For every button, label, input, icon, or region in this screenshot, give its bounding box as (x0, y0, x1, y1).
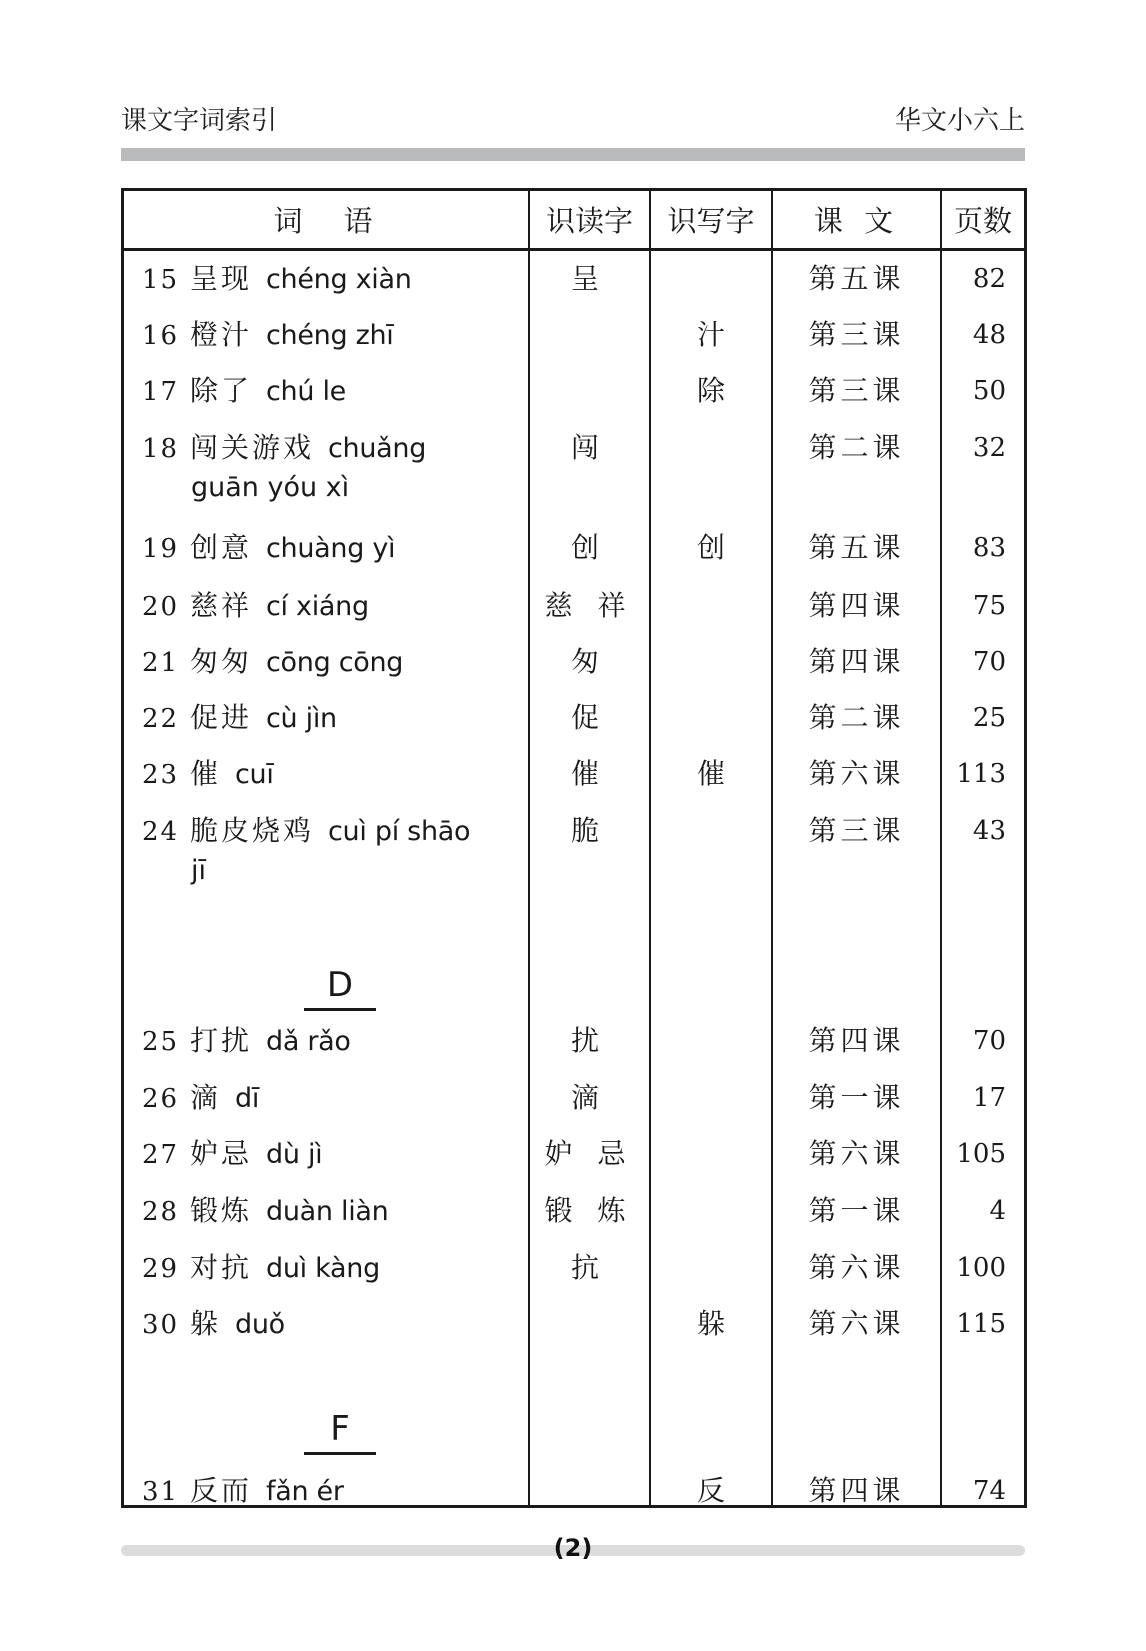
page-number: 70 (972, 647, 1006, 677)
entry-word: 打扰 (190, 1024, 253, 1057)
lesson: 第二课 (808, 431, 905, 464)
entry-pinyin: duàn liàn (266, 1196, 389, 1227)
lesson: 第三课 (808, 318, 905, 351)
lesson: 第一课 (808, 1194, 905, 1227)
read-char: 抗 (570, 1251, 607, 1284)
lesson: 第三课 (808, 814, 905, 847)
read-char: 妒 忌 (544, 1137, 634, 1170)
entry-number: 26 (142, 1084, 180, 1114)
page-number: 17 (972, 1083, 1006, 1113)
entry-word: 除了 (190, 374, 253, 407)
page-number: 32 (972, 433, 1006, 463)
page-number: 113 (956, 759, 1006, 789)
column-header-lesson: 课 文 (813, 204, 900, 238)
running-head-right: 华文小六上 (894, 106, 1025, 136)
write-char: 躲 (696, 1307, 725, 1340)
lesson: 第六课 (808, 1137, 905, 1170)
read-char (530, 1304, 648, 1344)
section-letter-f (304, 1411, 376, 1447)
page-number: 4 (989, 1196, 1006, 1226)
page-number: 43 (972, 816, 1006, 846)
read-char: 慈 祥 (544, 589, 634, 622)
entry-pinyin: chéng zhī (266, 320, 394, 351)
entry-number: 17 (142, 377, 180, 407)
entry-word: 创意 (190, 531, 253, 564)
write-char (651, 698, 771, 738)
table-row (124, 1471, 1024, 1511)
entry-word: 锻炼 (190, 1194, 253, 1227)
write-char: 除 (696, 374, 725, 407)
column-header-write-char: 识写字 (667, 204, 755, 238)
lesson: 第三课 (808, 374, 905, 407)
section-underline (304, 1452, 376, 1455)
page-number-footer: (2) (553, 1534, 593, 1562)
lesson: 第一课 (808, 1081, 905, 1114)
entry-number: 31 (142, 1477, 180, 1507)
entry-pinyin: duì kàng (266, 1253, 380, 1284)
entry-number: 22 (142, 704, 180, 734)
write-char (651, 1134, 771, 1174)
read-char (530, 1471, 648, 1511)
table-row (124, 1134, 1024, 1174)
write-char (651, 1078, 771, 1118)
entry-pinyin: dù jì (266, 1139, 323, 1170)
entry-word: 妒忌 (190, 1137, 253, 1170)
write-char (651, 1021, 771, 1061)
page-number: 48 (972, 320, 1006, 350)
header-row-divider (124, 248, 1024, 251)
table-row (124, 1248, 1024, 1288)
entry-word: 滴 (190, 1081, 222, 1114)
entry-word: 慈祥 (190, 589, 253, 622)
running-head-left: 课文字词索引 (121, 106, 278, 136)
entry-number: 19 (142, 534, 180, 564)
read-char: 促 (570, 701, 607, 734)
table-row (124, 1078, 1024, 1118)
lesson: 第四课 (808, 645, 905, 678)
table-row (124, 811, 1024, 886)
page-number: 82 (972, 264, 1006, 294)
lesson: 第四课 (808, 1024, 905, 1057)
entry-number: 30 (142, 1310, 180, 1340)
section-underline (304, 1008, 376, 1011)
table-row (124, 428, 1024, 503)
section-letter: D (326, 965, 354, 1005)
page-number: 105 (956, 1139, 1006, 1169)
entry-number: 21 (142, 648, 180, 678)
lesson: 第六课 (808, 1307, 905, 1340)
write-char: 汁 (696, 318, 725, 351)
page-number: 25 (972, 703, 1006, 733)
column-header-page: 页数 (953, 204, 1012, 238)
table-row (124, 754, 1024, 794)
table-row (124, 1191, 1024, 1231)
page-number: 83 (972, 533, 1006, 563)
write-char (651, 1248, 771, 1288)
entry-number: 25 (142, 1027, 180, 1057)
entry-pinyin-continued: guān yóu xì (191, 472, 350, 503)
entry-pinyin: chéng xiàn (266, 264, 412, 295)
lesson: 第六课 (808, 757, 905, 790)
entry-number: 27 (142, 1140, 180, 1170)
lesson: 第四课 (808, 589, 905, 622)
entry-number: 18 (142, 434, 180, 464)
write-char (651, 811, 771, 851)
table-row (124, 1021, 1024, 1061)
entry-pinyin: cōng cōng (266, 647, 404, 678)
write-char: 反 (696, 1474, 725, 1507)
write-char (651, 642, 771, 682)
entry-word: 脆皮烧鸡 (190, 814, 315, 847)
page-number: 50 (972, 376, 1006, 406)
read-char: 滴 (570, 1081, 607, 1114)
entry-word: 反而 (190, 1474, 253, 1507)
table-row (124, 371, 1024, 411)
lesson: 第五课 (808, 262, 905, 295)
table-row (124, 528, 1024, 568)
read-char: 匆 (570, 645, 607, 678)
entry-pinyin: chuàng yì (266, 533, 396, 564)
read-char (530, 315, 648, 355)
entry-word: 躲 (190, 1307, 222, 1340)
header-divider-bar (121, 148, 1025, 161)
lesson: 第二课 (808, 701, 905, 734)
section-letter: F (330, 1409, 350, 1449)
write-char (651, 586, 771, 626)
entry-pinyin: cuī (235, 759, 274, 790)
read-char: 脆 (570, 814, 607, 847)
lesson: 第六课 (808, 1251, 905, 1284)
table-row (124, 315, 1024, 355)
entry-pinyin: fǎn ér (266, 1476, 344, 1507)
lesson: 第五课 (808, 531, 905, 564)
entry-pinyin: cuì pí shāo (328, 816, 471, 847)
entry-word: 闯关游戏 (190, 431, 315, 464)
entry-number: 15 (142, 265, 180, 295)
page-number: 100 (956, 1253, 1006, 1283)
write-char (651, 1191, 771, 1231)
read-char (530, 371, 648, 411)
page-number: 75 (972, 591, 1006, 621)
read-char: 闯 (570, 431, 607, 464)
write-char: 催 (696, 757, 725, 790)
section-letter-d (304, 967, 376, 1003)
entry-number: 23 (142, 760, 180, 790)
entry-number: 24 (142, 817, 180, 847)
entry-pinyin: dī (235, 1083, 260, 1114)
entry-pinyin: dǎ rǎo (266, 1026, 351, 1057)
entry-word: 橙汁 (190, 318, 253, 351)
column-header-read-char: 识读字 (545, 204, 633, 238)
page-number: 115 (956, 1309, 1006, 1339)
entry-number: 29 (142, 1254, 180, 1284)
read-char: 锻 炼 (544, 1194, 634, 1227)
table-row (124, 586, 1024, 626)
table-row (124, 259, 1024, 299)
read-char: 呈 (570, 262, 607, 295)
write-char (651, 259, 771, 299)
entry-word: 呈现 (190, 262, 253, 295)
entry-pinyin: cí xiáng (266, 591, 369, 622)
entry-pinyin: duǒ (235, 1309, 285, 1340)
entry-pinyin: chuǎng (328, 433, 427, 464)
entry-word: 匆匆 (190, 645, 253, 678)
entry-number: 16 (142, 321, 180, 351)
entry-word: 促进 (190, 701, 253, 734)
entry-number: 20 (142, 592, 180, 622)
entry-word: 对抗 (190, 1251, 253, 1284)
word-index-table (121, 188, 1027, 1508)
table-row (124, 642, 1024, 682)
entry-pinyin-continued: jī (191, 855, 207, 886)
read-char: 扰 (570, 1024, 607, 1057)
entry-word: 催 (190, 757, 222, 790)
entry-pinyin: chú le (266, 376, 346, 407)
entry-number: 28 (142, 1197, 180, 1227)
column-header-word: 词 语 (273, 204, 379, 238)
entry-pinyin: cù jìn (266, 703, 337, 734)
lesson: 第四课 (808, 1474, 905, 1507)
read-char: 催 (570, 757, 607, 790)
page-number: 74 (972, 1476, 1006, 1506)
table-row (124, 698, 1024, 738)
read-char: 创 (570, 531, 607, 564)
write-char (651, 428, 771, 468)
table-row (124, 1304, 1024, 1344)
write-char: 创 (696, 531, 725, 564)
page-number: 70 (972, 1026, 1006, 1056)
